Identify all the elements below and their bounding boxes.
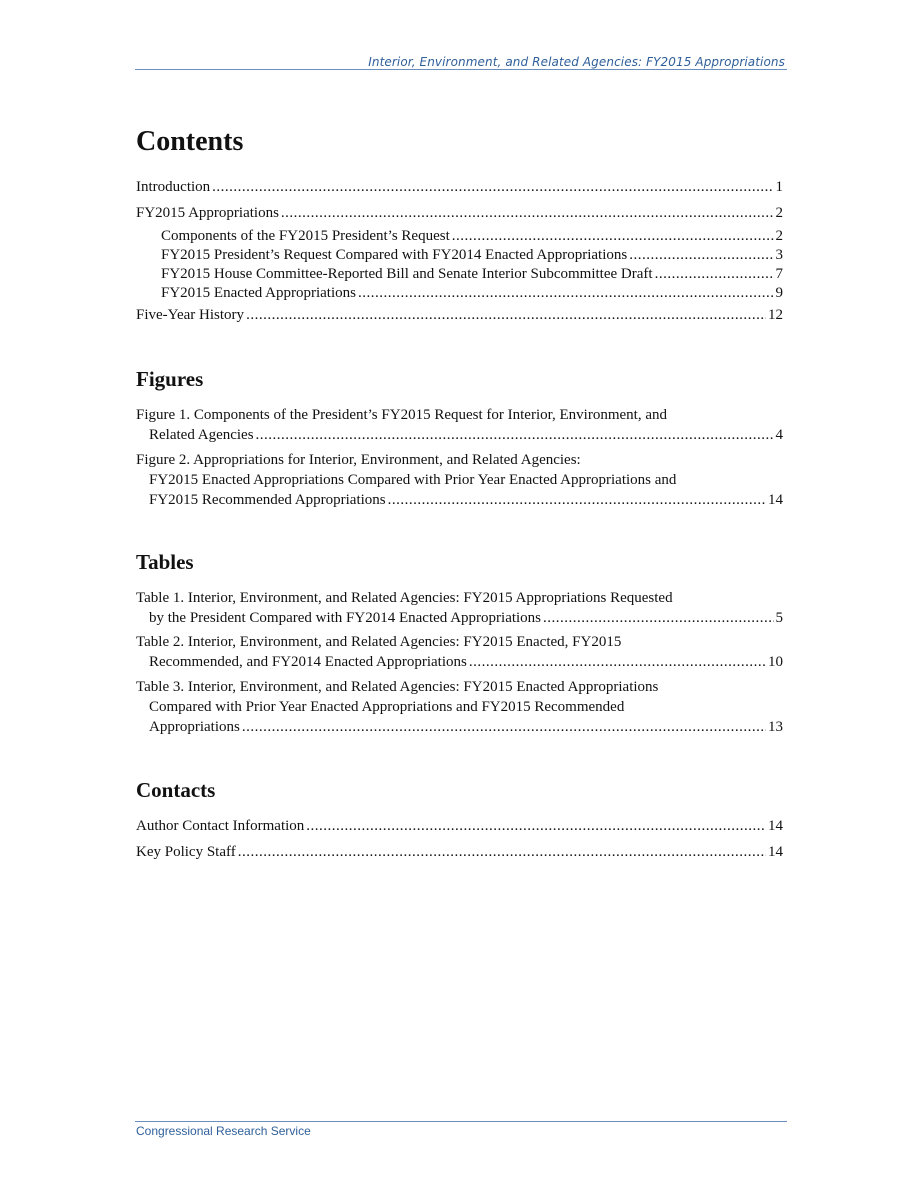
tables-heading: Tables [136,550,194,574]
figures-heading: Figures [136,367,204,391]
toc-entry-five-year-history[interactable]: Five-Year History ..... 12 [136,305,783,325]
toc-entry-house-senate-draft[interactable]: FY2015 House Committee-Reported Bill and Senate Interior Subcommittee Draft ..... 7 [161,264,783,284]
running-title: Interior, Environment, and Related Agencies: FY2015 Appropriations [368,55,785,69]
contacts-heading: Contacts [136,778,216,802]
table-entry-2[interactable]: Table 2. Interior, Environment, and Related Agencies: FY2015 Enacted, FY2015 Recommended, and FY2014 Enacted Appropriations ..... 10 [136,632,783,672]
contact-entry-key-policy-staff[interactable]: Key Policy Staff ..... 14 [136,842,783,862]
contents-heading: Contents [136,126,244,157]
table-entry-1[interactable]: Table 1. Interior, Environment, and Related Agencies: FY2015 Appropriations Requested by the President Compared with FY2014 Enacted Appropriations ..... 5 [136,588,783,628]
figure-entry-1[interactable]: Figure 1. Components of the President’s FY2015 Request for Interior, Environment, and Related Agencies ..... 4 [136,405,783,445]
footer-rule [135,1121,787,1122]
table-entry-3[interactable]: Table 3. Interior, Environment, and Related Agencies: FY2015 Enacted Appropriations Compared with Prior Year Enacted Appropriations and FY2015 Recommended Appropriations ..... 13 [136,677,783,737]
footer-organization: Congressional Research Service [136,1124,311,1138]
contact-entry-author[interactable]: Author Contact Information ..... 14 [136,816,783,836]
toc-entry-enacted-appropriations[interactable]: FY2015 Enacted Appropriations ..... 9 [161,283,783,303]
toc-entry-fy2015-appropriations[interactable]: FY2015 Appropriations ..... 2 [136,203,783,223]
toc-entry-components-request[interactable]: Components of the FY2015 President’s Request ..... 2 [161,226,783,246]
toc-entry-request-vs-fy2014[interactable]: FY2015 President’s Request Compared with FY2014 Enacted Appropriations ..... 3 [161,245,783,265]
header-rule [135,69,787,70]
figure-entry-2[interactable]: Figure 2. Appropriations for Interior, Environment, and Related Agencies: FY2015 Enacted Appropriations Compared with Prior Year Enacted Appropriations and FY2015 Recommended Appropriations ..... 14 [136,450,783,510]
toc-entry-introduction[interactable]: Introduction ..... 1 [136,177,783,197]
